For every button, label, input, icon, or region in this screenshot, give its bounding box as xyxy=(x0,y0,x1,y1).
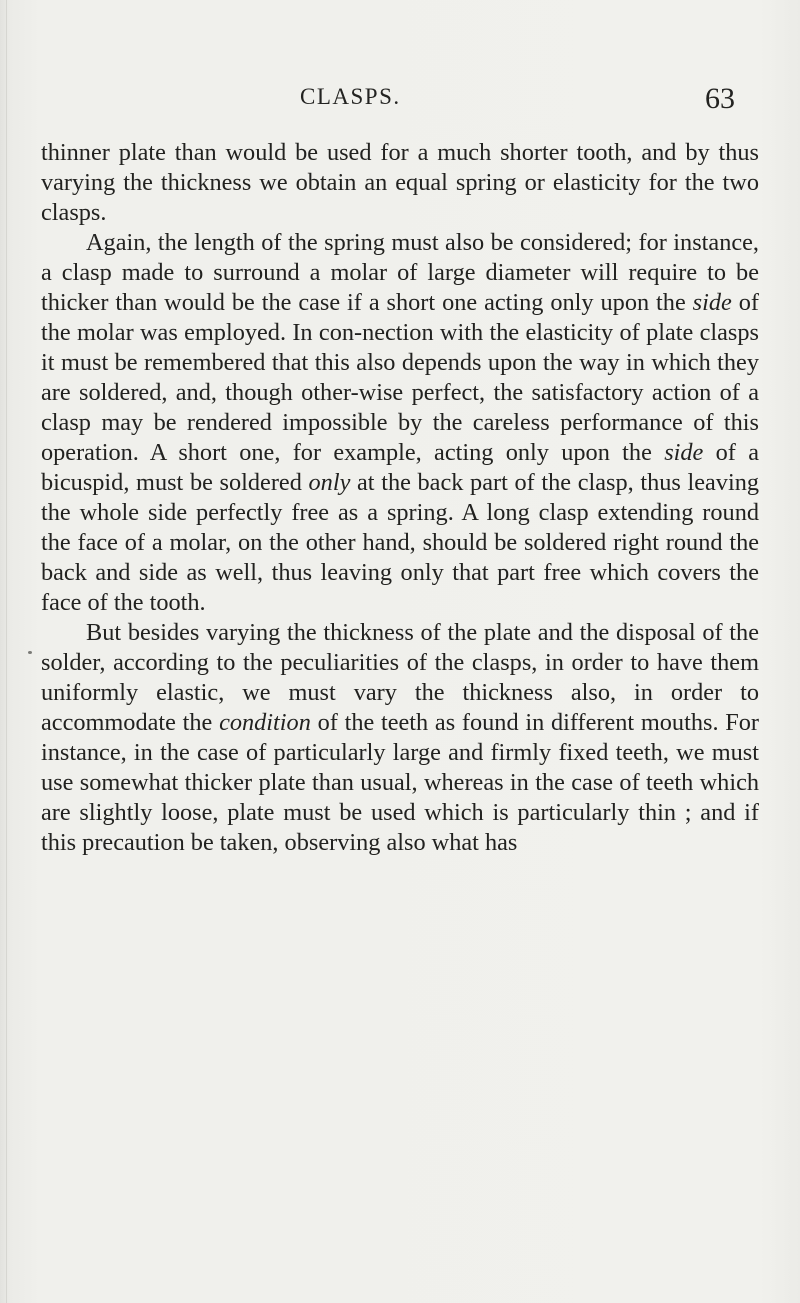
italic-text: side xyxy=(664,439,704,466)
italic-text: side xyxy=(692,289,732,316)
paragraph-2 xyxy=(41,228,759,618)
text-run: But besides varying the thickness of the plate and the disposal of the solder, according to the peculiarities of the clasps, in order to have them uniformly elastic, we must vary the thickness also, in order to accommodate the xyxy=(41,619,759,736)
chapter-title: CLASPS. xyxy=(300,84,401,109)
paragraph-3 xyxy=(41,618,759,858)
text-run: at the back part of the clasp, thus leaving the whole side perfectly free as a spring. A long clasp extending round the face of a molar, on the other hand, should be soldered right round the back and side as well, thus leaving only that part free which covers the face of the tooth. xyxy=(41,469,760,616)
text-run: of the molar was employed. In con-nection with the elasticity of plate clasps it must be remembered that this also depends upon the way in which they are soldered, and, though other-wise perfect, the satisfactory action of a clasp may be rendered impossible by the careless performance of this operation. A short one, for example, acting only upon the xyxy=(41,289,759,466)
text-run: Again, the length of the spring must also be considered; for instance, a clasp made to surround a molar of large diameter will require to be thicker than would be the case if a short one acting only upon the xyxy=(41,229,759,316)
page-gutter xyxy=(6,0,7,1303)
text-run: thinner plate than would be used for a much shorter tooth, and by thus varying the thickness we obtain an equal spring or elasticity for the two clasps. xyxy=(41,139,759,226)
italic-text: only xyxy=(308,469,351,496)
text-run: of the teeth as found in different mouths. For instance, in the case of particularly large and firmly fixed teeth, we must use somewhat thicker plate than usual, whereas in the case of teeth which are slightly loose, plate must be used which is particularly thin ; and if this precaution be taken, observing also what has xyxy=(41,709,759,856)
body-text xyxy=(41,138,759,858)
text-run: of a bicuspid, must be soldered xyxy=(41,439,759,496)
print-speck xyxy=(28,651,32,654)
italic-text: condition xyxy=(219,709,311,736)
running-head xyxy=(0,84,800,124)
page-number: 63 xyxy=(705,82,735,115)
paragraph-1 xyxy=(41,138,759,228)
